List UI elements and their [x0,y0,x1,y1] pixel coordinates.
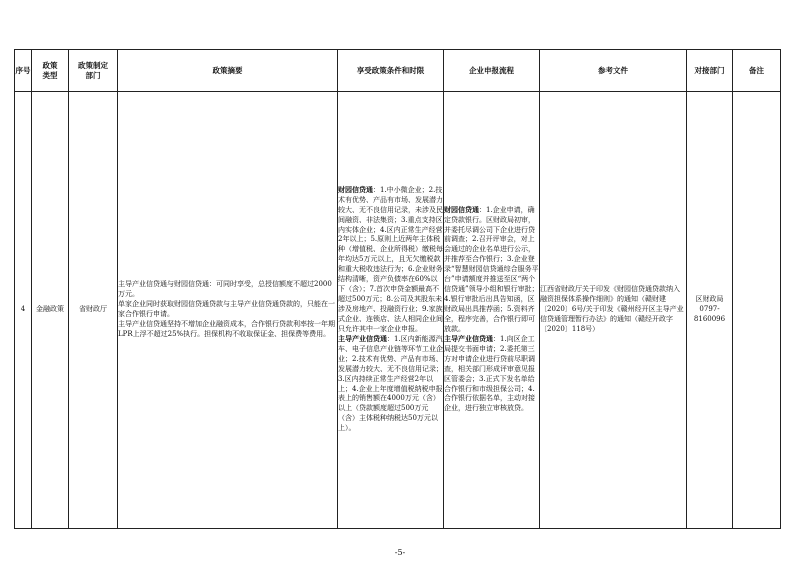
header-policy-dept: 政策制定 部门 [69,50,118,92]
row-reference: 江西省财政厅关于印发《财园信贷通贷款纳入融资担保体系操作细则》的通知（赣财建〔2020〕6号/关于印发《赣州经开区主导产业信贷通管理暂行办法》的通知（赣经开政字〔2020〕118号） [540,92,687,529]
header-reference: 参考文件 [540,50,687,92]
process-text-zhudao: ：1.向区企工局提交书面申请；2.委托第三方对申请企业进行贷前尽职调查，相关部门形成评审意见报区管委会；3.正式下发名单给合作银行和市级担保公司；4.合作银行依据名单，主动对接企业，进行独立审核放贷。 [444,334,535,413]
header-index: 序号 [15,50,32,92]
process-heading-zhudao: 主导产业信贷通 [444,334,493,343]
header-contact-dept: 对接部门 [687,50,733,92]
conditions-text-caiyuan: ：1.中小微企业；2.技术有优势、产品有市场、发展潜力较大、无不良信用记录，未涉及民间融资、非法集资；3.重点支持区内实体企业；4.区内正常生产经营2年以上；5.原则上近两年主体税种（增值税、企业所得税）缴税每年均达5万元以上，且无欠缴税款和重大税收违法行为；6.企业财务结构清晰，资产负债率在60%以下（含）；7.首次申贷金额最高不超过500万元；8.公司及其股东未涉及房地产、投融资行业；9.家族式企业、连锁店、法人相同企业间只允许其中一家企业申报。 [338,185,443,333]
row-contact: 区财政局 0797-8160096 [687,92,733,529]
table-row [15,92,781,529]
conditions-text-zhudao: ：1.区内新能源汽车、电子信息产业链等环节工业企业；2.技术有优势、产品有市场、发展潜力较大、无不良信用记录；3.区内持续正常生产经营2年以上；4.企业上年度增值税纳税申报表上的销售额在4000万元（含）以上（贷款额度超过500万元（含）主体税种纳税达50万元以上）。 [338,334,443,433]
policy-table [14,49,781,529]
row-conditions [338,92,444,529]
row-summary: 主导产业信贷通与财园信贷通：可同时享受，总授信额度不超过2000万元。 单家企业同时获取财园信贷通贷款与主导产业信贷通贷款的，只能在一家合作银行申请。 主导产业信贷通坚持不增加企业融资成本，合作银行贷款利率按一年期LPR上浮不超过25%执行。担保机构不收取保证金、担保费等费用。 [118,92,338,529]
conditions-heading-zhudao: 主导产业信贷通 [338,334,387,343]
row-policy-type: 金融政策 [32,92,69,529]
row-process [444,92,540,529]
header-row [15,50,781,92]
header-conditions: 享受政策条件和时限 [338,50,444,92]
conditions-heading-caiyuan: 财园信贷通 [338,185,373,194]
header-policy-type: 政策 类型 [32,50,69,92]
process-text-caiyuan: ：1.企业申请，确定贷款银行。区财政局初审，并委托尽调公司下企业进行贷前调查；2.召开评审会，对上会通过的企业名单进行公示，并推荐至合作银行；3.企业登录“智慧财园信贷通综合服务平台”申请额度并推送至区“两个信贷通”领导小组和银行审批；4.银行审批后出具告知函，区财政局出具推荐函；5.资料齐全，程序完善，合作银行即可放款。 [444,205,539,333]
header-summary: 政策摘要 [118,50,338,92]
header-remark: 备注 [733,50,781,92]
header-process: 企业申报流程 [444,50,540,92]
row-remark [733,92,781,529]
page-number: -5- [394,548,406,557]
row-policy-dept: 省财政厅 [69,92,118,529]
process-heading-caiyuan: 财园信贷通 [444,205,479,214]
row-index: 4 [15,92,32,529]
